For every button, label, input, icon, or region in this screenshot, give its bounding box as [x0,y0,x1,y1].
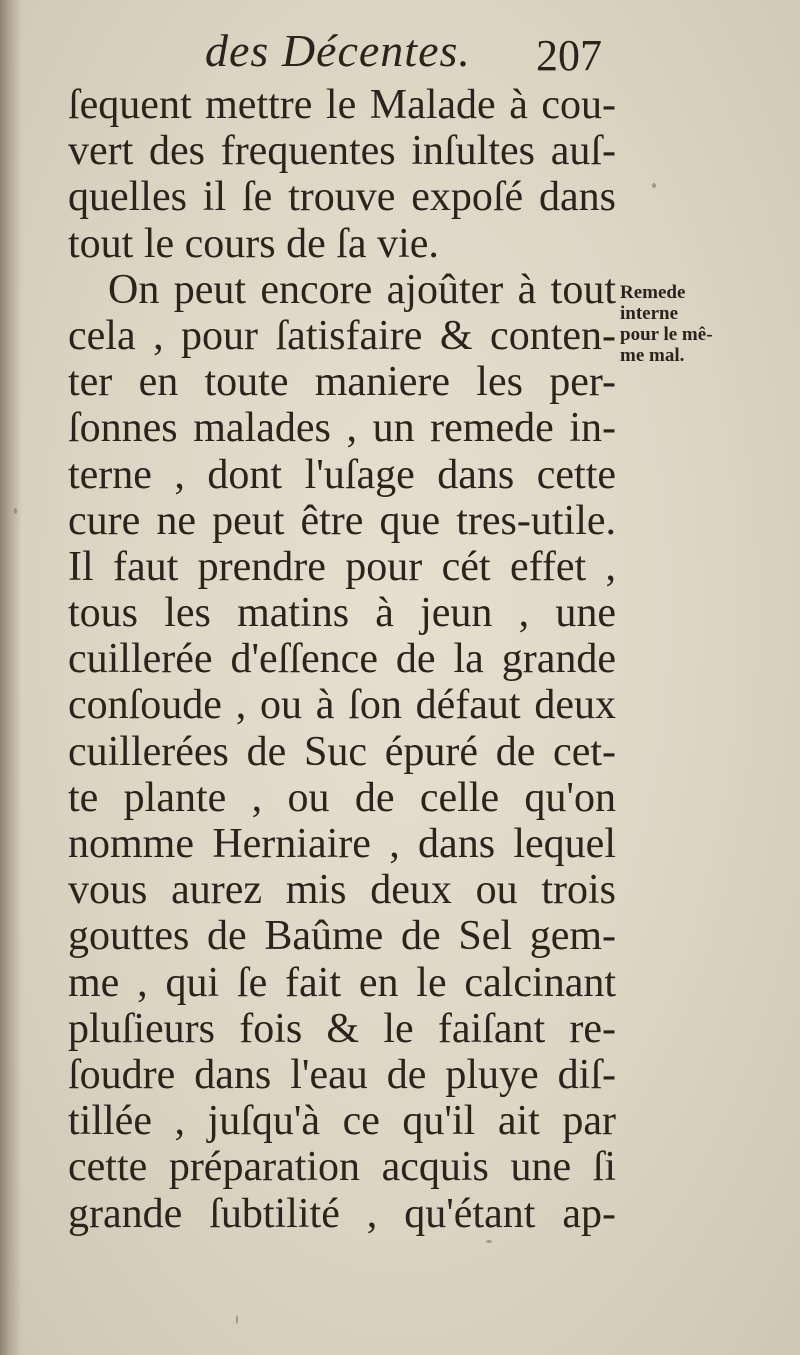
paper-speck [14,508,17,514]
paper-speck [236,1315,238,1324]
text-line: conſoude , ou à ſon défaut deux [68,682,616,729]
page-header [0,22,800,82]
margin-note-line: pour le mê- [620,324,713,345]
text-line: ſonnes malades , un remede in- [68,405,616,452]
text-line: vous aurez mis deux ou trois [68,867,616,914]
running-title: des Décentes. [205,25,471,76]
text-line: tillée , juſqu'à ce qu'il ait par [68,1098,616,1145]
text-line: ſequent mettre le Malade à cou- [68,82,616,128]
text-line: cuillerées de Suc épuré de cet- [68,728,616,775]
margin-note-line: interne [620,303,679,324]
gutter-shadow [0,0,22,1355]
text-line: ter en toute maniere les per- [68,359,616,406]
text-line: grande ſubtilité , qu'étant ap- [68,1190,616,1237]
text-line: terne , dont l'uſage dans cette [68,451,616,498]
text-line: On peut encore ajoûter à tout [108,266,616,313]
text-line: nomme Herniaire , dans lequel [68,821,616,867]
text-line: cure ne peut être que tres-utile. [68,497,616,544]
margin-note-line: Remede [620,282,686,303]
text-line: gouttes de Baûme de Sel gem- [68,913,616,960]
body-text [68,82,616,1237]
text-line: cette préparation acquis une ſi [68,1144,616,1191]
text-line: vert des frequentes inſultes auſ- [68,128,616,175]
paper-speck [652,183,656,188]
text-line: cuillerée d'eſſence de la grande [68,636,616,683]
text-line: quelles il ſe trouve expoſé dans [68,174,616,221]
text-line: tous les matins à jeun , une [68,590,616,637]
text-line: ſoudre dans l'eau de pluye diſ- [68,1051,616,1098]
paper-speck [486,1240,492,1243]
text-line: pluſieurs fois & le faiſant re- [68,1005,616,1052]
margin-note [620,282,770,366]
page-number: 207 [536,31,602,80]
text-line: cela , pour ſatisfaire & conten- [68,312,616,359]
margin-note-line: me mal. [620,345,685,366]
text-line: tout le cours de ſa vie. [68,220,439,267]
text-line: te plante , ou de celle qu'on [68,774,616,821]
text-line: me , qui ſe fait en le calcinant [68,959,616,1006]
text-line: Il faut prendre pour cét effet , [68,543,616,590]
